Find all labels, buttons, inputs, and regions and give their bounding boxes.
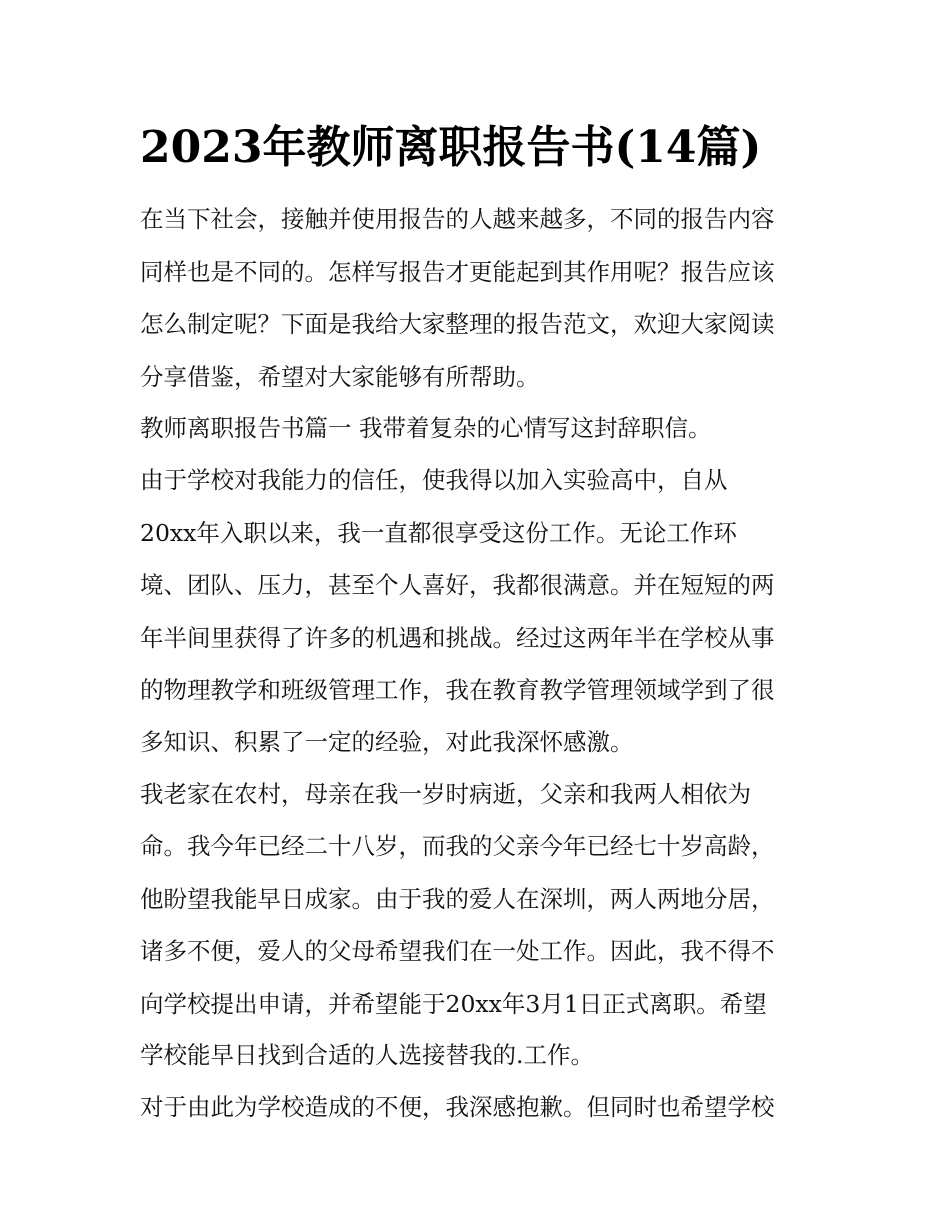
body-line: 向学校提出申请，并希望能于20xx年3月1日正式离职。希望 [140,989,767,1018]
body-line: 他盼望我能早日成家。由于我的爱人在深圳，两人两地分居， [140,884,775,913]
body-line: 境、团队、压力，甚至个人喜好，我都很满意。并在短短的两 [140,571,775,599]
document-title: 2023年教师离职报告书(14篇) [140,122,762,173]
body-line: 年半间里获得了许多的机遇和挑战。经过这两年半在学校从事 [140,623,775,652]
body-line: 命。我今年已经二十八岁，而我的父亲今年已经七十岁高龄， [140,832,775,860]
body-line: 分享借鉴，希望对大家能够有所帮助。 [140,362,540,391]
body-line: 在当下社会，接触并使用报告的人越来越多，不同的报告内容 [140,205,775,233]
body-line: 学校能早日找到合适的人选接替我的.工作。 [140,1041,594,1069]
body-line: 我老家在农村，母亲在我一岁时病逝，父亲和我两人相依为 [140,779,751,808]
body-line: 怎么制定呢？下面是我给大家整理的报告范文，欢迎大家阅读 [140,310,775,338]
body-line: 多知识、积累了一定的经验，对此我深怀感激。 [140,727,634,756]
body-line: 诸多不便，爱人的父母希望我们在一处工作。因此，我不得不 [140,937,775,965]
body-line: 同样也是不同的。怎样写报告才更能起到其作用呢？报告应该 [140,257,775,286]
section-heading-line: 教师离职报告书篇一 我带着复杂的心情写这封辞职信。 [140,414,712,442]
body-line: 对于由此为学校造成的不便，我深感抱歉。但同时也希望学校 [140,1093,775,1121]
body-line: 20xx年入职以来，我一直都很享受这份工作。无论工作环 [140,518,737,547]
body-line: 的物理教学和班级管理工作，我在教育教学管理领域学到了很 [140,676,775,704]
document-body [140,193,820,1134]
body-line: 由于学校对我能力的信任，使我得以加入实验高中，自从 [140,466,728,494]
